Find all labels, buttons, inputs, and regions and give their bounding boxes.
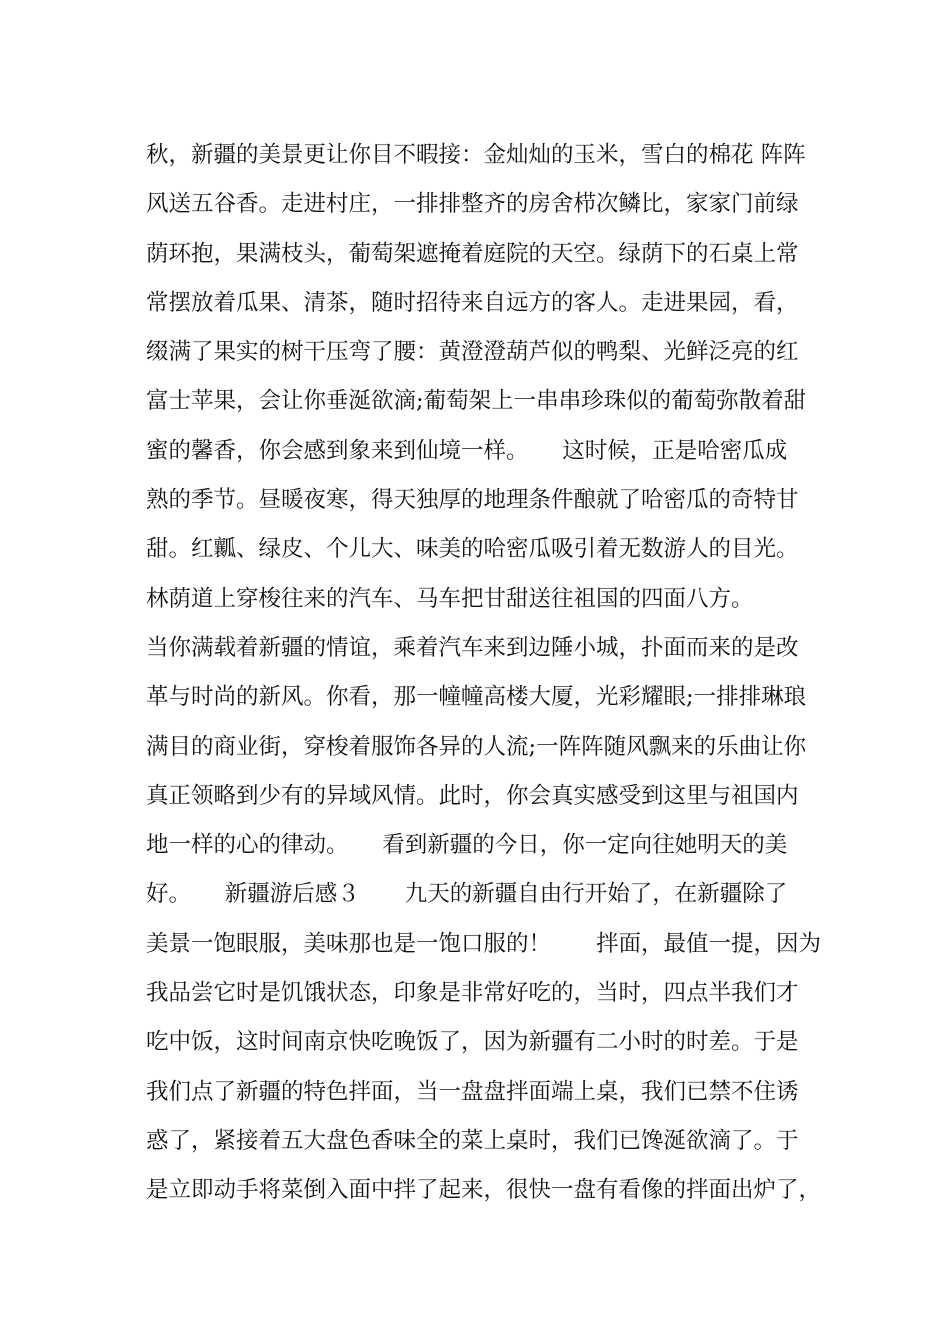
text-line: 林荫道上穿梭往来的汽车、马车把甘甜送往祖国的四面八方。 bbox=[146, 585, 754, 612]
text-line: 我们点了新疆的特色拌面，当一盘盘拌面端上桌，我们已禁不住诱 bbox=[146, 1078, 799, 1105]
text-line: 好。 新疆游后感３ 九天的新疆自由行开始了，在新疆除了 bbox=[146, 881, 788, 908]
text-line: 我品尝它时是饥饿状态，印象是非常好吃的，当时，四点半我们才 bbox=[146, 980, 799, 1007]
text-line: 惑了，紧接着五大盘色香味全的菜上桌时，我们已馋涎欲滴了。于 bbox=[146, 1127, 799, 1154]
text-line: 蜜的馨香，你会感到象来到仙境一样。 这时候，正是哈密瓜成 bbox=[146, 437, 788, 464]
text-line: 满目的商业街，穿梭着服饰各异的人流;一阵阵随风飘来的乐曲让你 bbox=[146, 733, 807, 760]
text-line: 甜。红瓤、绿皮、个儿大、味美的哈密瓜吸引着无数游人的目光。 bbox=[146, 536, 799, 563]
text-line: 美景一饱眼服，美味那也是一饱口服的！ 拌面，最值一提，因为 bbox=[146, 930, 822, 957]
text-line: 常摆放着瓜果、清茶，随时招待来自远方的客人。走进果园，看， bbox=[146, 289, 799, 316]
text-line: 秋，新疆的美景更让你目不暇接：金灿灿的玉米，雪白的棉花 阵阵 bbox=[146, 142, 806, 168]
text-line: 缀满了果实的树干压弯了腰：黄澄澄葫芦似的鸭梨、光鲜泛亮的红 bbox=[146, 339, 799, 366]
text-line: 荫环抱，果满枝头，葡萄架遮掩着庭院的天空。绿荫下的石桌上常 bbox=[146, 240, 799, 267]
text-line: 熟的季节。昼暖夜寒，得天独厚的地理条件酿就了哈密瓜的奇特甘 bbox=[146, 487, 799, 514]
text-line: 风送五谷香。走进村庄，一排排整齐的房舍栉次鳞比，家家门前绿 bbox=[146, 191, 799, 218]
text-line: 当你满载着新疆的情谊，乘着汽车来到边陲小城，扑面而来的是改 bbox=[146, 634, 799, 661]
text-line: 吃中饭，这时间南京快吃晚饭了，因为新疆有二小时的时差。于是 bbox=[146, 1029, 799, 1056]
text-line: 富士苹果，会让你垂涎欲滴;葡萄架上一串串珍珠似的葡萄弥散着甜 bbox=[146, 388, 807, 415]
text-line: 真正领略到少有的异域风情。此时，你会真实感受到这里与祖国内 bbox=[146, 782, 799, 809]
text-line: 革与时尚的新风。你看，那一幢幢高楼大厦，光彩耀眼;一排排琳琅 bbox=[146, 684, 807, 711]
text-line: 地一样的心的律动。 看到新疆的今日，你一定向往她明天的美 bbox=[146, 832, 788, 859]
body-text bbox=[146, 131, 826, 1216]
text-line: 是立即动手将菜倒入面中拌了起来，很快一盘有看像的拌面出炉了， bbox=[146, 1177, 822, 1204]
